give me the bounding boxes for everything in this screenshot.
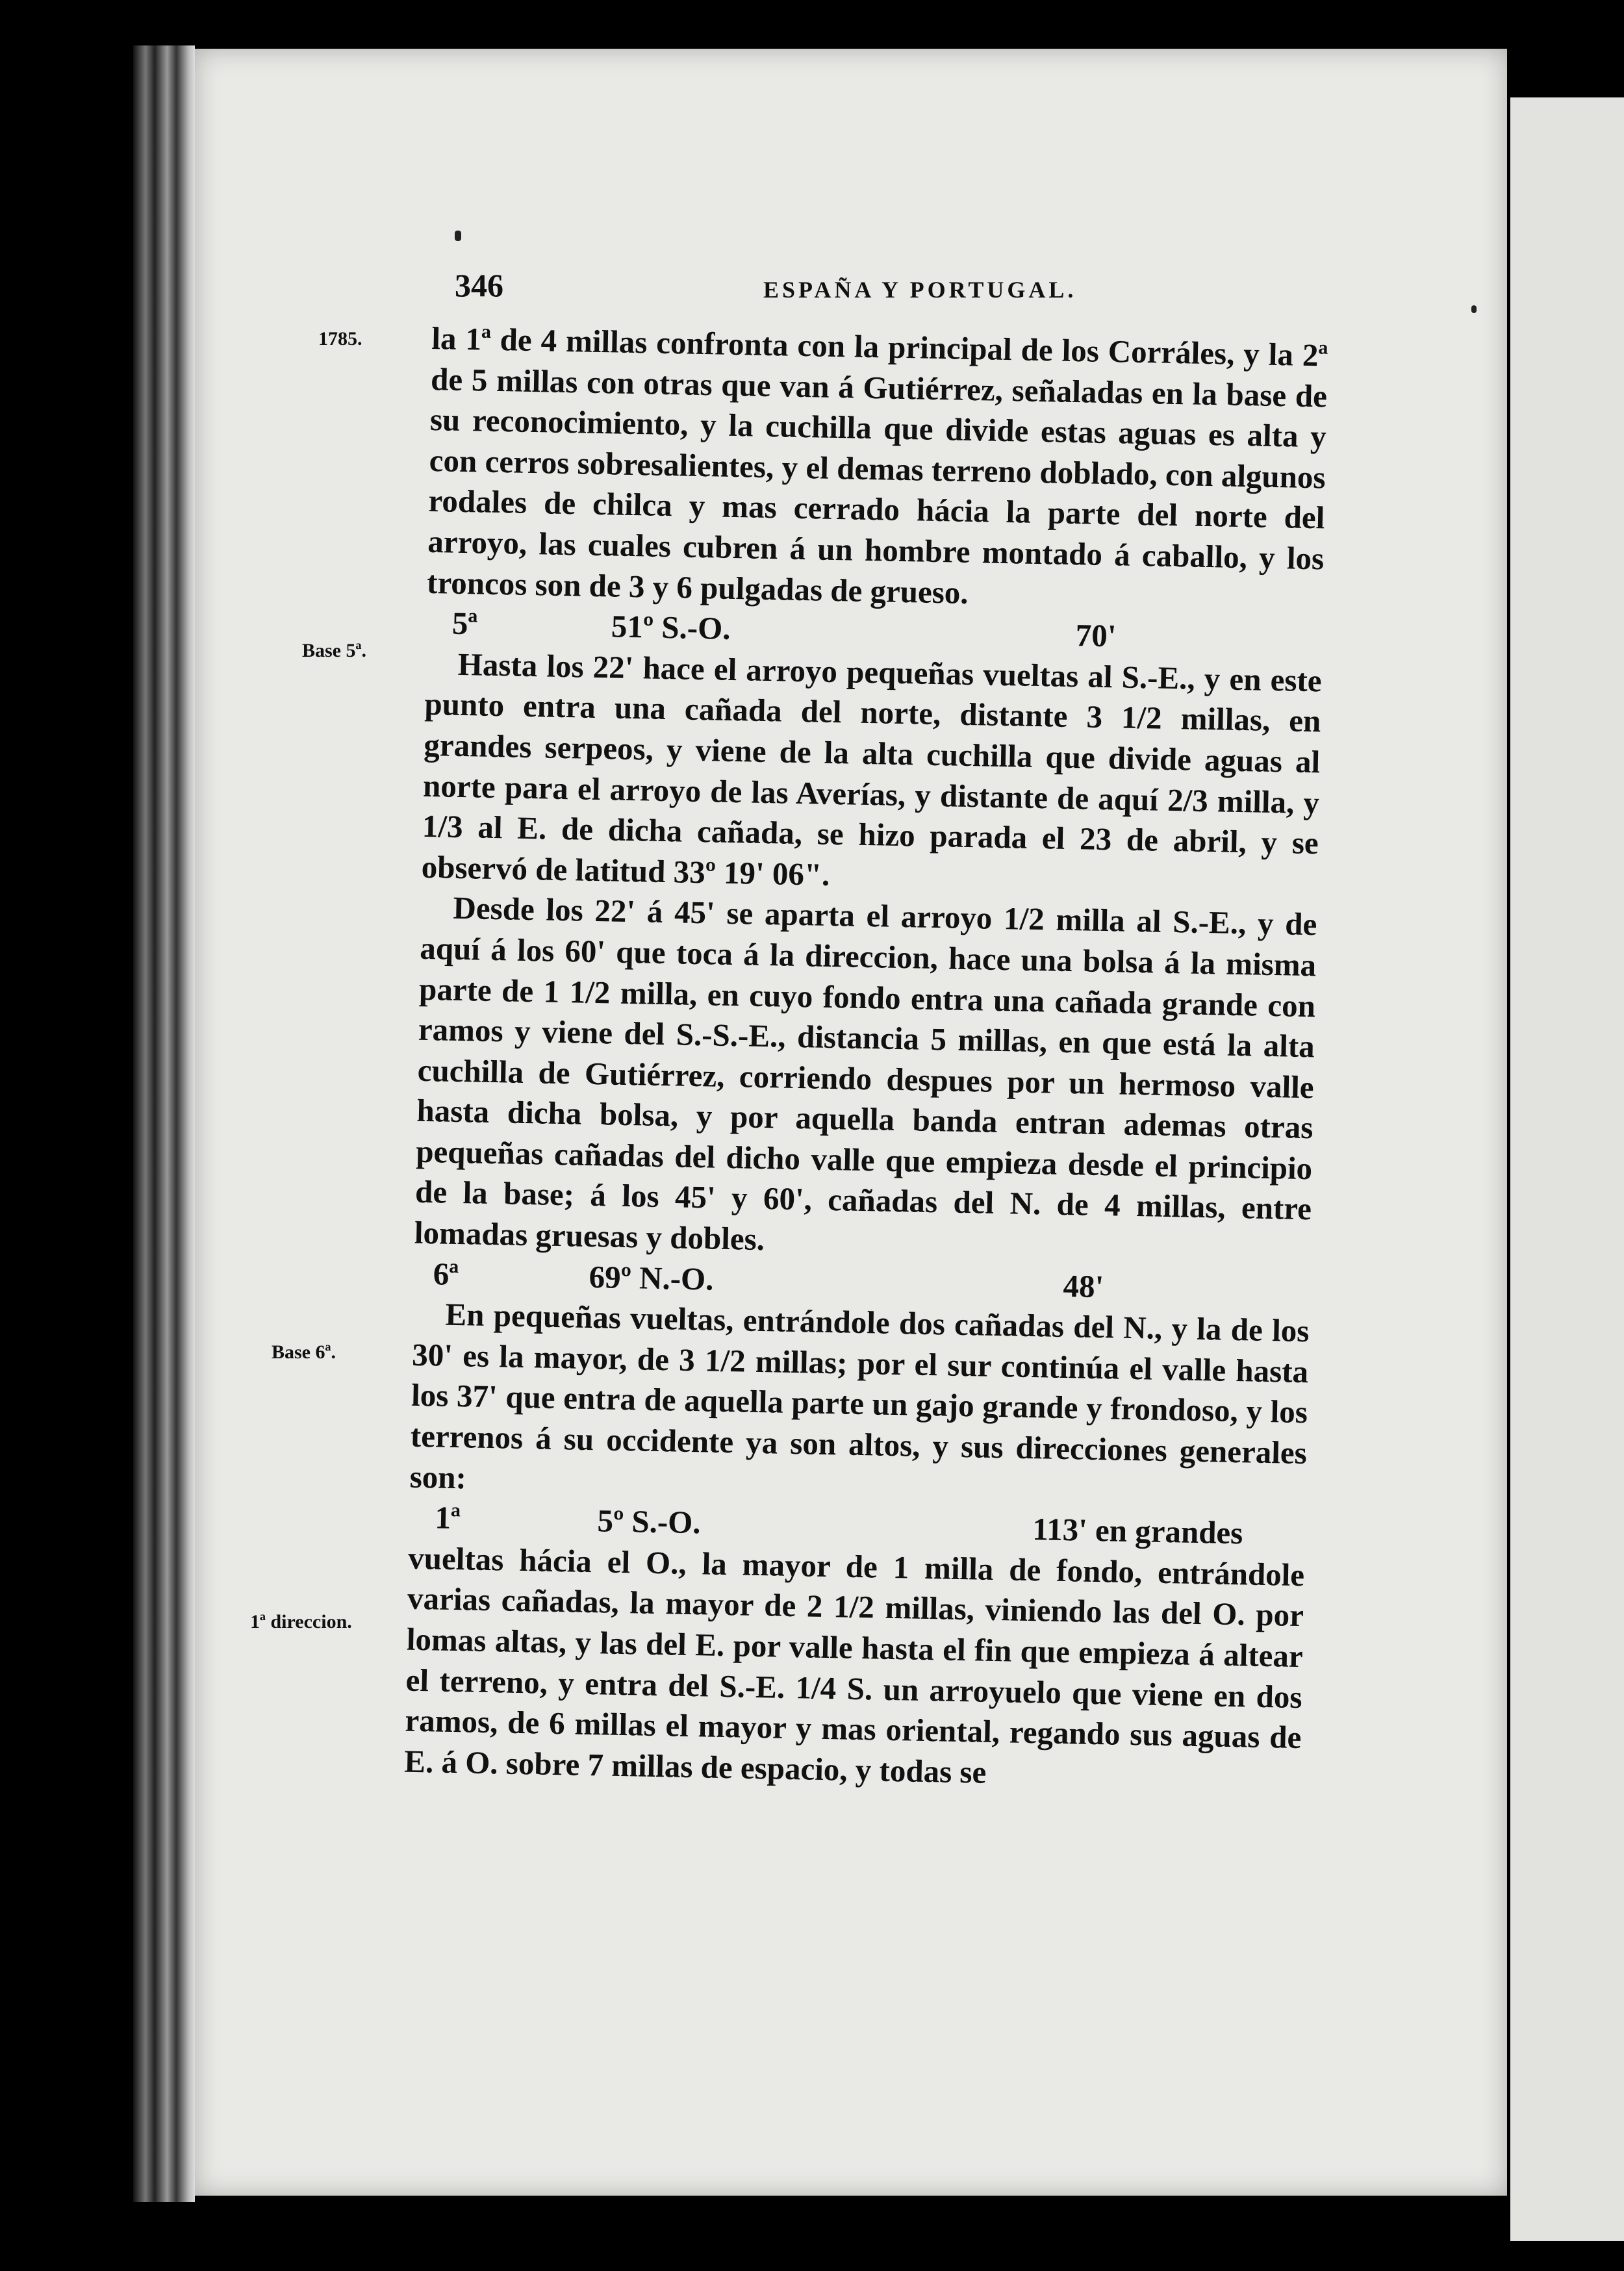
- page-number: 346: [455, 267, 503, 303]
- next-page-edge: [1510, 97, 1624, 2241]
- direction-distance: 70': [1075, 617, 1117, 654]
- paragraph: vueltas hácia el O., la mayor de 1 milla de fondo, entrándole varias cañadas, la mayor de 2 1/2 millas, viniendo las del O. por lomas altas, y las del E. por valle hasta el fin que empieza á altear el terreno, y entra del S.-E. 1/4 S. un arroyuelo que viene en dos ramos, de 6 millas el mayor y mas oriental, regando sus aguas de E. á O. sobre 7 millas de espacio, y todas se: [403, 1540, 1305, 1790]
- ink-speck: [455, 231, 461, 241]
- margin-note-year: 1785.: [318, 328, 362, 349]
- margin-note-direccion-1: 1ª direccion.: [250, 1611, 352, 1632]
- direction-number: 6ª: [433, 1255, 459, 1292]
- running-title: ESPAÑA Y PORTUGAL.: [763, 277, 1077, 303]
- paragraph: la 1ª de 4 millas confronta con la principal de los Corráles, y la 2ª de 5 millas con otras que van á Gutiérrez, señaladas en la base de su reconocimiento, y la cuchilla que divide estas aguas es alta y con cerros sobresalientes, y el demas terreno doblado, con algunos rodales de chilca y mas cerrado hácia la parte del norte del arroyo, las cuales cubren á un hombre montado á caballo, y los troncos son de 3 y 6 pulgadas de grueso.: [426, 320, 1328, 611]
- paragraph: Hasta los 22' hace el arroyo pequeñas vueltas al S.-E., y en este punto entra una cañada del norte, distante 3 1/2 millas, en grandes serpeos, y viene de la alta cuchilla que divide aguas al norte para el arroyo de las Averías, y distante de aquí 2/3 milla, y 1/3 al E. de dicha cañada, se hizo parada el 23 de abril, y se observó de latitud 33º 19' 06".: [421, 646, 1323, 893]
- direction-number: 1ª: [435, 1499, 461, 1536]
- body-text: [404, 318, 1328, 1799]
- paragraph: Desde los 22' á 45' se aparta el arroyo 1/2 milla al S.-E., y de aquí á los 60' que toca á la direccion, hace una bolsa á la misma parte de 1 1/2 milla, en cuyo fondo entra una cañada grande con ramos y viene del S.-S.-E., distancia 5 millas, en que está la alta cuchilla de Gutiérrez, corriendo despues por un hermoso valle hasta dicha bolsa, y por aquella banda entran ademas otras pequeñas cañadas del dicho valle que empieza desde el principio de la base; á los 45' y 60', cañadas del N. de 4 millas, entre lomadas gruesas y dobles.: [414, 890, 1317, 1258]
- paragraph: En pequeñas vueltas, entrándole dos cañadas del N., y la de los 30' es la mayor, de 3 1/2 millas; por el sur continúa el valle hasta los 37' que entra de aquella parte un gajo grande y frondoso, y los terrenos á su occidente ya son altos, y sus direcciones generales son:: [409, 1296, 1310, 1495]
- direction-bearing: 51º S.-O.: [611, 608, 731, 647]
- direction-distance: 48': [1063, 1267, 1104, 1304]
- margin-note-base-6: Base 6ª.: [272, 1341, 336, 1363]
- direction-bearing: 5º S.-O.: [596, 1503, 702, 1541]
- direction-bearing: 69º N.-O.: [589, 1258, 714, 1297]
- direction-distance: 113' en grandes: [1032, 1511, 1243, 1551]
- running-head: [455, 266, 1494, 318]
- page-edge: [133, 45, 195, 2202]
- margin-note-base-5: Base 5ª.: [302, 640, 366, 661]
- direction-number: 5ª: [451, 605, 478, 642]
